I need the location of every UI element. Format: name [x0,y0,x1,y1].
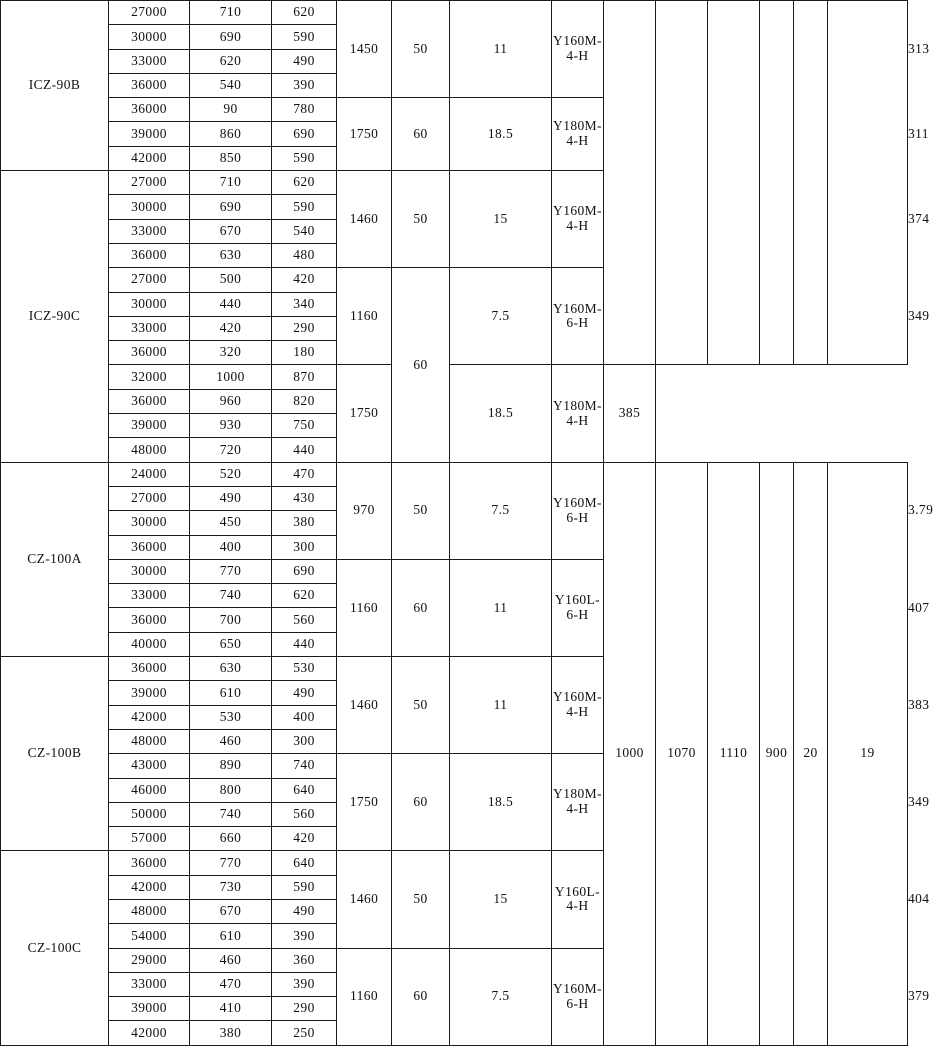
cell-motor-model: Y180M-4-H [552,365,604,462]
cell-flow: 39000 [109,414,190,438]
cell-flow: 30000 [109,195,190,219]
cell-frequency: 60 [392,268,450,462]
cell-head-a: 1000 [190,365,272,389]
cell-dim-2: 1070 [656,462,708,1045]
cell-head-b: 290 [272,316,337,340]
cell-flow: 36000 [109,851,190,875]
cell-dim-1 [604,1,656,365]
cell-model: CZ-100B [1,657,109,851]
cell-head-b: 390 [272,924,337,948]
cell-head-b: 590 [272,195,337,219]
cell-speed: 1750 [337,98,392,171]
cell-model: ICZ-90C [1,171,109,463]
cell-flow: 42000 [109,146,190,170]
cell-model: ICZ-90B [1,1,109,171]
cell-head-a: 710 [190,171,272,195]
cell-power: 18.5 [450,754,552,851]
cell-power: 11 [450,1,552,98]
cell-flow: 27000 [109,486,190,510]
table-row: ICZ-90C 27000 710 620 1460 50 15 Y160M-4-H 374 [1,171,908,195]
cell-head-a: 490 [190,486,272,510]
cell-head-b: 820 [272,389,337,413]
cell-frequency: 60 [392,98,450,171]
cell-head-b: 300 [272,729,337,753]
cell-head-a: 320 [190,341,272,365]
cell-flow: 27000 [109,1,190,25]
cell-head-b: 620 [272,584,337,608]
cell-frequency: 60 [392,559,450,656]
cell-head-b: 490 [272,49,337,73]
cell-head-a: 690 [190,25,272,49]
cell-head-b: 750 [272,414,337,438]
cell-head-b: 690 [272,122,337,146]
cell-speed: 1460 [337,851,392,948]
cell-dim-3 [708,1,760,365]
cell-head-a: 740 [190,584,272,608]
cell-head-a: 670 [190,219,272,243]
cell-head-b: 180 [272,341,337,365]
cell-head-a: 460 [190,948,272,972]
cell-head-b: 420 [272,827,337,851]
cell-frequency: 60 [392,754,450,851]
cell-head-a: 610 [190,681,272,705]
cell-flow: 33000 [109,972,190,996]
cell-flow: 36000 [109,535,190,559]
cell-head-a: 860 [190,122,272,146]
cell-flow: 33000 [109,219,190,243]
cell-power: 18.5 [450,365,552,462]
cell-head-a: 770 [190,559,272,583]
cell-head-a: 730 [190,875,272,899]
cell-head-a: 930 [190,414,272,438]
cell-head-b: 390 [272,972,337,996]
cell-dim-5: 20 [794,462,828,1045]
cell-speed: 1160 [337,268,392,365]
table-row: 43000 890 740 1750 60 18.5 Y180M-4-H 349 [1,754,908,778]
cell-flow: 30000 [109,25,190,49]
cell-head-a: 850 [190,146,272,170]
cell-motor-model: Y160M-4-H [552,657,604,754]
table-body [1,1,933,1046]
cell-head-b: 340 [272,292,337,316]
cell-motor-model: Y160L-4-H [552,851,604,948]
cell-head-a: 660 [190,827,272,851]
cell-frequency: 50 [392,462,450,559]
cell-head-b: 380 [272,511,337,535]
cell-frequency: 50 [392,851,450,948]
table-row: CZ-100A 24000 520 470 970 50 7.5 Y160M-6-H 1000 1070 1110 900 20 19 3.79 [1,462,908,486]
table-row: 36000 90 780 1750 60 18.5 Y180M-4-H 311 [1,98,908,122]
cell-head-b: 640 [272,778,337,802]
cell-speed: 970 [337,462,392,559]
cell-head-b: 290 [272,997,337,1021]
cell-head-b: 490 [272,899,337,923]
cell-head-a: 380 [190,1021,272,1046]
cell-speed: 1750 [337,365,392,462]
cell-power: 7.5 [450,462,552,559]
cell-head-b: 620 [272,171,337,195]
cell-head-b: 470 [272,462,337,486]
cell-head-a: 440 [190,292,272,316]
cell-frequency: 60 [392,948,450,1045]
cell-head-a: 720 [190,438,272,462]
cell-dim-4 [760,1,794,365]
cell-power: 7.5 [450,948,552,1045]
cell-head-a: 770 [190,851,272,875]
cell-head-b: 590 [272,875,337,899]
table-row: 29000 460 360 1160 60 7.5 Y160M-6-H 379 [1,948,908,972]
cell-head-b: 490 [272,681,337,705]
cell-model: CZ-100A [1,462,109,656]
cell-head-b: 540 [272,219,337,243]
cell-head-a: 960 [190,389,272,413]
cell-flow: 29000 [109,948,190,972]
cell-speed: 1450 [337,1,392,98]
cell-head-b: 740 [272,754,337,778]
cell-head-b: 250 [272,1021,337,1046]
cell-head-a: 650 [190,632,272,656]
cell-head-b: 640 [272,851,337,875]
cell-head-a: 670 [190,899,272,923]
cell-flow: 39000 [109,681,190,705]
cell-flow: 42000 [109,1021,190,1046]
cell-flow: 46000 [109,778,190,802]
cell-head-b: 690 [272,559,337,583]
cell-head-b: 480 [272,243,337,267]
cell-flow: 27000 [109,171,190,195]
cell-flow: 43000 [109,754,190,778]
cell-head-b: 440 [272,438,337,462]
cell-flow: 36000 [109,657,190,681]
cell-head-b: 590 [272,146,337,170]
cell-flow: 36000 [109,341,190,365]
cell-flow: 33000 [109,316,190,340]
cell-flow: 30000 [109,292,190,316]
cell-weight: 385 [604,365,656,462]
cell-power: 15 [450,171,552,268]
cell-speed: 1460 [337,657,392,754]
cell-dim-6: 19 [828,462,908,1045]
cell-power: 18.5 [450,98,552,171]
cell-motor-model: Y180M-4-H [552,754,604,851]
cell-flow: 54000 [109,924,190,948]
cell-power: 11 [450,559,552,656]
cell-motor-model: Y160M-4-H [552,171,604,268]
cell-flow: 50000 [109,802,190,826]
cell-power: 11 [450,657,552,754]
cell-head-b: 360 [272,948,337,972]
cell-head-b: 590 [272,25,337,49]
cell-power: 15 [450,851,552,948]
cell-head-a: 700 [190,608,272,632]
cell-head-b: 440 [272,632,337,656]
cell-head-a: 630 [190,243,272,267]
cell-head-a: 690 [190,195,272,219]
cell-flow: 48000 [109,899,190,923]
cell-flow: 32000 [109,365,190,389]
cell-head-b: 390 [272,73,337,97]
cell-frequency: 50 [392,657,450,754]
cell-dim-1: 1000 [604,462,656,1045]
cell-flow: 40000 [109,632,190,656]
cell-head-a: 630 [190,657,272,681]
cell-frequency: 50 [392,1,450,98]
cell-speed: 1160 [337,948,392,1045]
cell-flow: 39000 [109,122,190,146]
cell-motor-model: Y160M-6-H [552,948,604,1045]
table-row: CZ-100B 36000 630 530 1460 50 11 Y160M-4-H 383 [1,657,908,681]
cell-flow: 42000 [109,705,190,729]
cell-head-b: 530 [272,657,337,681]
cell-speed: 1460 [337,171,392,268]
cell-frequency: 50 [392,171,450,268]
cell-head-a: 530 [190,705,272,729]
cell-head-b: 620 [272,1,337,25]
cell-motor-model: Y160M-6-H [552,462,604,559]
cell-flow: 48000 [109,729,190,753]
table-row: ICZ-90B 27000 710 620 1450 50 11 Y160M-4-H 313 [1,1,908,25]
cell-flow: 42000 [109,875,190,899]
cell-dim-3: 1110 [708,462,760,1045]
cell-model: CZ-100C [1,851,109,1046]
cell-motor-model: Y160M-6-H [552,268,604,365]
cell-head-b: 560 [272,802,337,826]
cell-head-b: 870 [272,365,337,389]
cell-motor-model: Y160M-4-H [552,1,604,98]
cell-head-a: 400 [190,535,272,559]
cell-head-a: 540 [190,73,272,97]
cell-dim-4: 900 [760,462,794,1045]
cell-flow: 48000 [109,438,190,462]
cell-flow: 57000 [109,827,190,851]
cell-dim-2 [656,1,708,365]
cell-head-a: 450 [190,511,272,535]
cell-flow: 30000 [109,511,190,535]
cell-dim-6 [828,1,908,365]
table-row: 30000 770 690 1160 60 11 Y160L-6-H 407 [1,559,908,583]
cell-head-b: 300 [272,535,337,559]
cell-head-a: 610 [190,924,272,948]
cell-head-b: 400 [272,705,337,729]
cell-flow: 30000 [109,559,190,583]
cell-head-a: 890 [190,754,272,778]
cell-head-a: 500 [190,268,272,292]
cell-flow: 33000 [109,584,190,608]
cell-speed: 1160 [337,559,392,656]
cell-head-a: 800 [190,778,272,802]
cell-head-a: 620 [190,49,272,73]
cell-head-a: 470 [190,972,272,996]
cell-head-b: 430 [272,486,337,510]
cell-head-b: 420 [272,268,337,292]
cell-flow: 36000 [109,98,190,122]
cell-head-a: 520 [190,462,272,486]
cell-dim-5 [794,1,828,365]
cell-head-a: 740 [190,802,272,826]
table-row: 27000 500 420 1160 60 7.5 Y160M-6-H 349 [1,268,908,292]
cell-power: 7.5 [450,268,552,365]
cell-motor-model: Y160L-6-H [552,559,604,656]
cell-flow: 33000 [109,49,190,73]
cell-flow: 36000 [109,608,190,632]
table-row [1,365,908,389]
cell-head-a: 90 [190,98,272,122]
cell-flow: 39000 [109,997,190,1021]
cell-head-b: 560 [272,608,337,632]
cell-flow: 27000 [109,268,190,292]
cell-flow: 36000 [109,243,190,267]
cell-head-b: 780 [272,98,337,122]
cell-head-a: 420 [190,316,272,340]
table-row: CZ-100C 36000 770 640 1460 50 15 Y160L-4-H 404 [1,851,908,875]
cell-head-a: 460 [190,729,272,753]
cell-flow: 24000 [109,462,190,486]
cell-motor-model: Y180M-4-H [552,98,604,171]
cell-speed: 1750 [337,754,392,851]
cell-head-a: 710 [190,1,272,25]
cell-head-a: 410 [190,997,272,1021]
cell-flow: 36000 [109,389,190,413]
cell-flow: 36000 [109,73,190,97]
